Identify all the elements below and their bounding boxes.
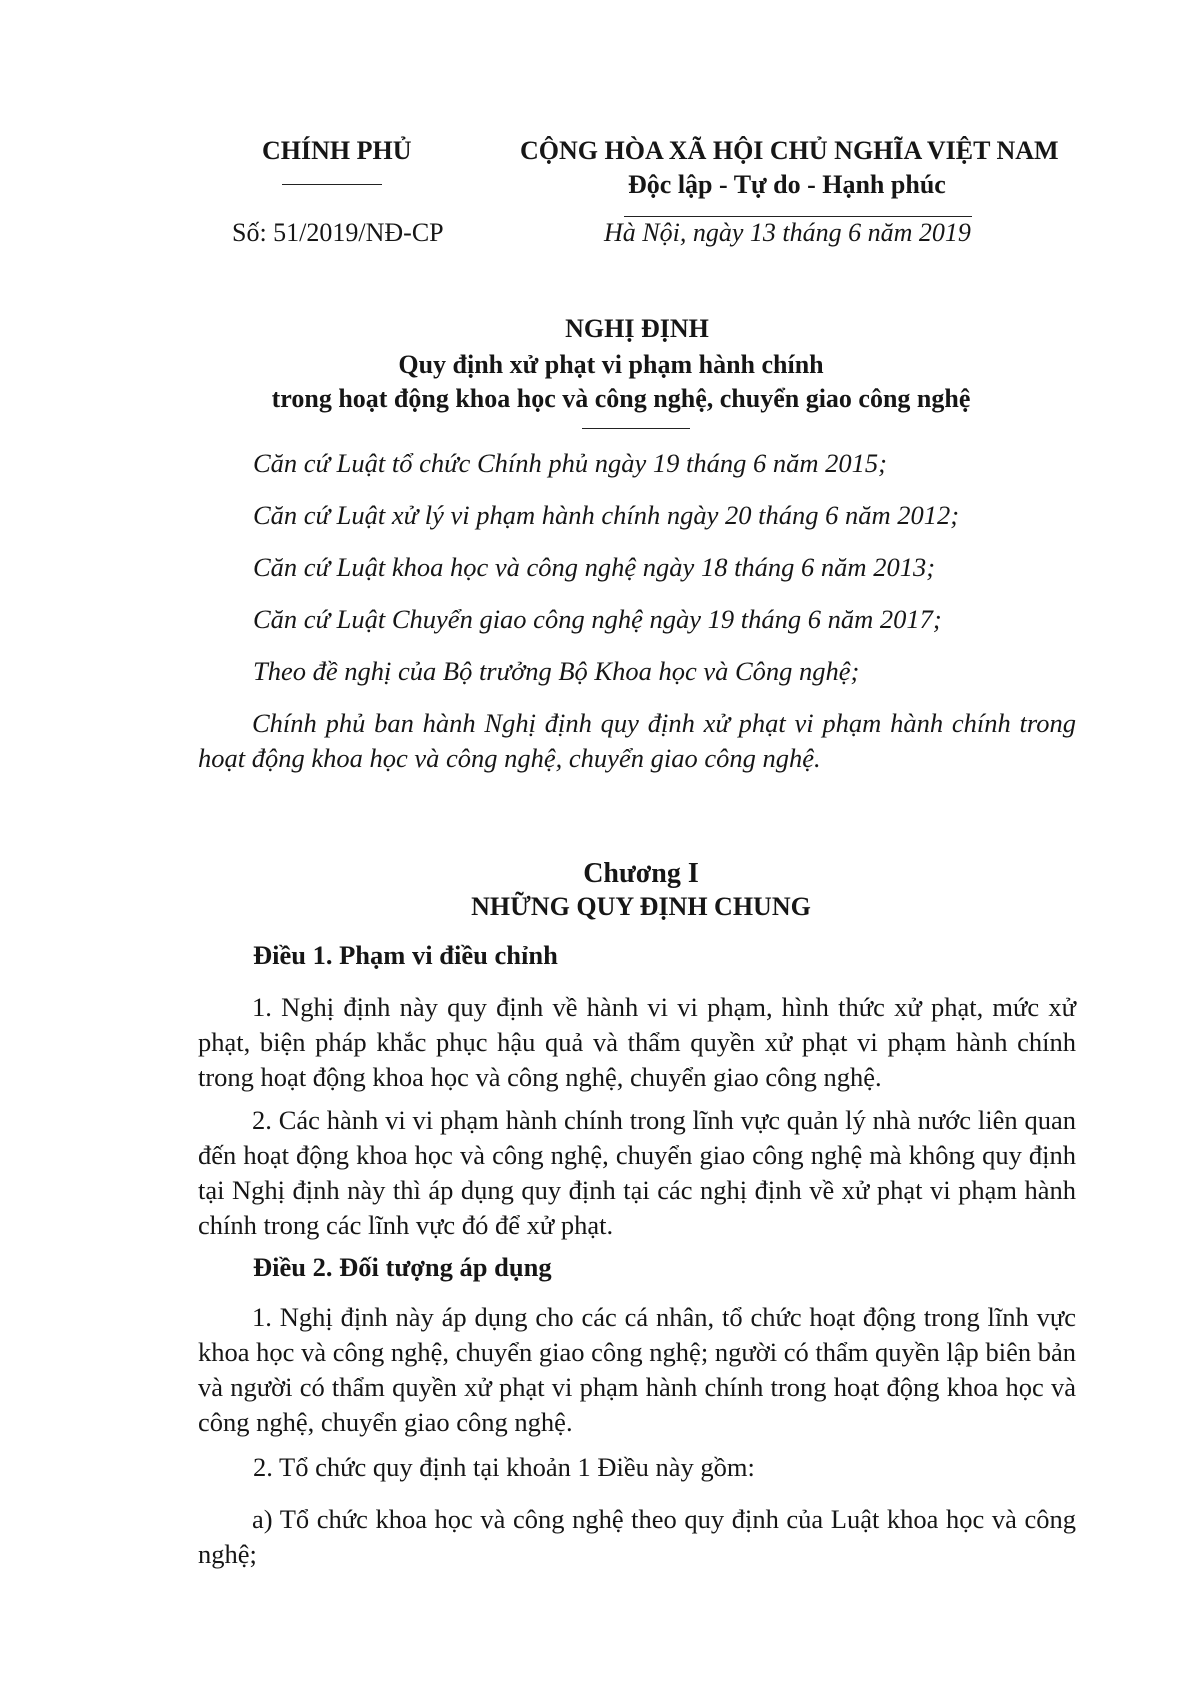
legal-basis-4: Căn cứ Luật Chuyển giao công nghệ ngày 19 tháng 6 năm 2017; [253, 604, 942, 634]
legal-basis-proposal: Theo đề nghị của Bộ trưởng Bộ Khoa học và Công nghệ; [253, 656, 860, 686]
article-1-heading: Điều 1. Phạm vi điều chỉnh [253, 940, 558, 970]
article-2-clause-2: 2. Tổ chức quy định tại khoản 1 Điều này gồm: [253, 1452, 755, 1482]
chapter-name: NHỮNG QUY ĐỊNH CHUNG [471, 892, 811, 921]
document-title-line-2: trong hoạt động khoa học và công nghệ, chuyển giao công nghệ [271, 384, 971, 413]
title-underline [582, 428, 690, 429]
article-2-clause-1: 1. Nghị định này áp dụng cho các cá nhân, tổ chức hoạt động trong lĩnh vực khoa học và công nghệ, chuyển giao công nghệ; người có thẩm quyền lập biên bản và người có thẩm quyền xử phạt vi phạm hành chính trong hoạt động khoa học và công nghệ, chuyển giao công nghệ. [198, 1302, 1076, 1437]
chapter-number: Chương I [583, 858, 699, 889]
promulgation-statement: Chính phủ ban hành Nghị định quy định xử phạt vi phạm hành chính trong hoạt động khoa học và công nghệ, chuyển giao công nghệ. [198, 708, 1076, 773]
legal-basis-1: Căn cứ Luật tổ chức Chính phủ ngày 19 tháng 6 năm 2015; [253, 448, 887, 478]
motto-underline [624, 216, 972, 217]
article-1-clause-2: 2. Các hành vi vi phạm hành chính trong lĩnh vực quản lý nhà nước liên quan đến hoạt động khoa học và công nghệ, chuyển giao công nghệ mà không quy định tại Nghị định này thì áp dụng quy định tại các nghị định về xử phạt vi phạm hành chính trong các lĩnh vực đó để xử phạt. [198, 1105, 1076, 1240]
national-title: CỘNG HÒA XÃ HỘI CHỦ NGHĨA VIỆT NAM [520, 136, 1059, 165]
article-2-point-a: a) Tổ chức khoa học và công nghệ theo quy định của Luật khoa học và công nghệ; [198, 1504, 1076, 1569]
place-and-date: Hà Nội, ngày 13 tháng 6 năm 2019 [604, 218, 971, 247]
agency-underline [282, 184, 382, 185]
legal-basis-2: Căn cứ Luật xử lý vi phạm hành chính ngày 20 tháng 6 năm 2012; [253, 500, 960, 530]
national-motto: Độc lập - Tự do - Hạnh phúc [628, 170, 946, 199]
document-number: Số: 51/2019/NĐ-CP [232, 218, 444, 247]
document-title-line-1: Quy định xử phạt vi phạm hành chính [398, 350, 824, 379]
issuing-agency: CHÍNH PHỦ [262, 136, 412, 165]
legal-basis-3: Căn cứ Luật khoa học và công nghệ ngày 18 tháng 6 năm 2013; [253, 552, 936, 582]
document-type: NGHỊ ĐỊNH [565, 314, 709, 343]
article-2-heading: Điều 2. Đối tượng áp dụng [253, 1252, 552, 1282]
article-1-clause-1: 1. Nghị định này quy định về hành vi vi phạm, hình thức xử phạt, mức xử phạt, biện pháp khắc phục hậu quả và thẩm quyền xử phạt vi phạm hành chính trong hoạt động khoa học và công nghệ, chuyển giao công nghệ. [198, 992, 1076, 1092]
